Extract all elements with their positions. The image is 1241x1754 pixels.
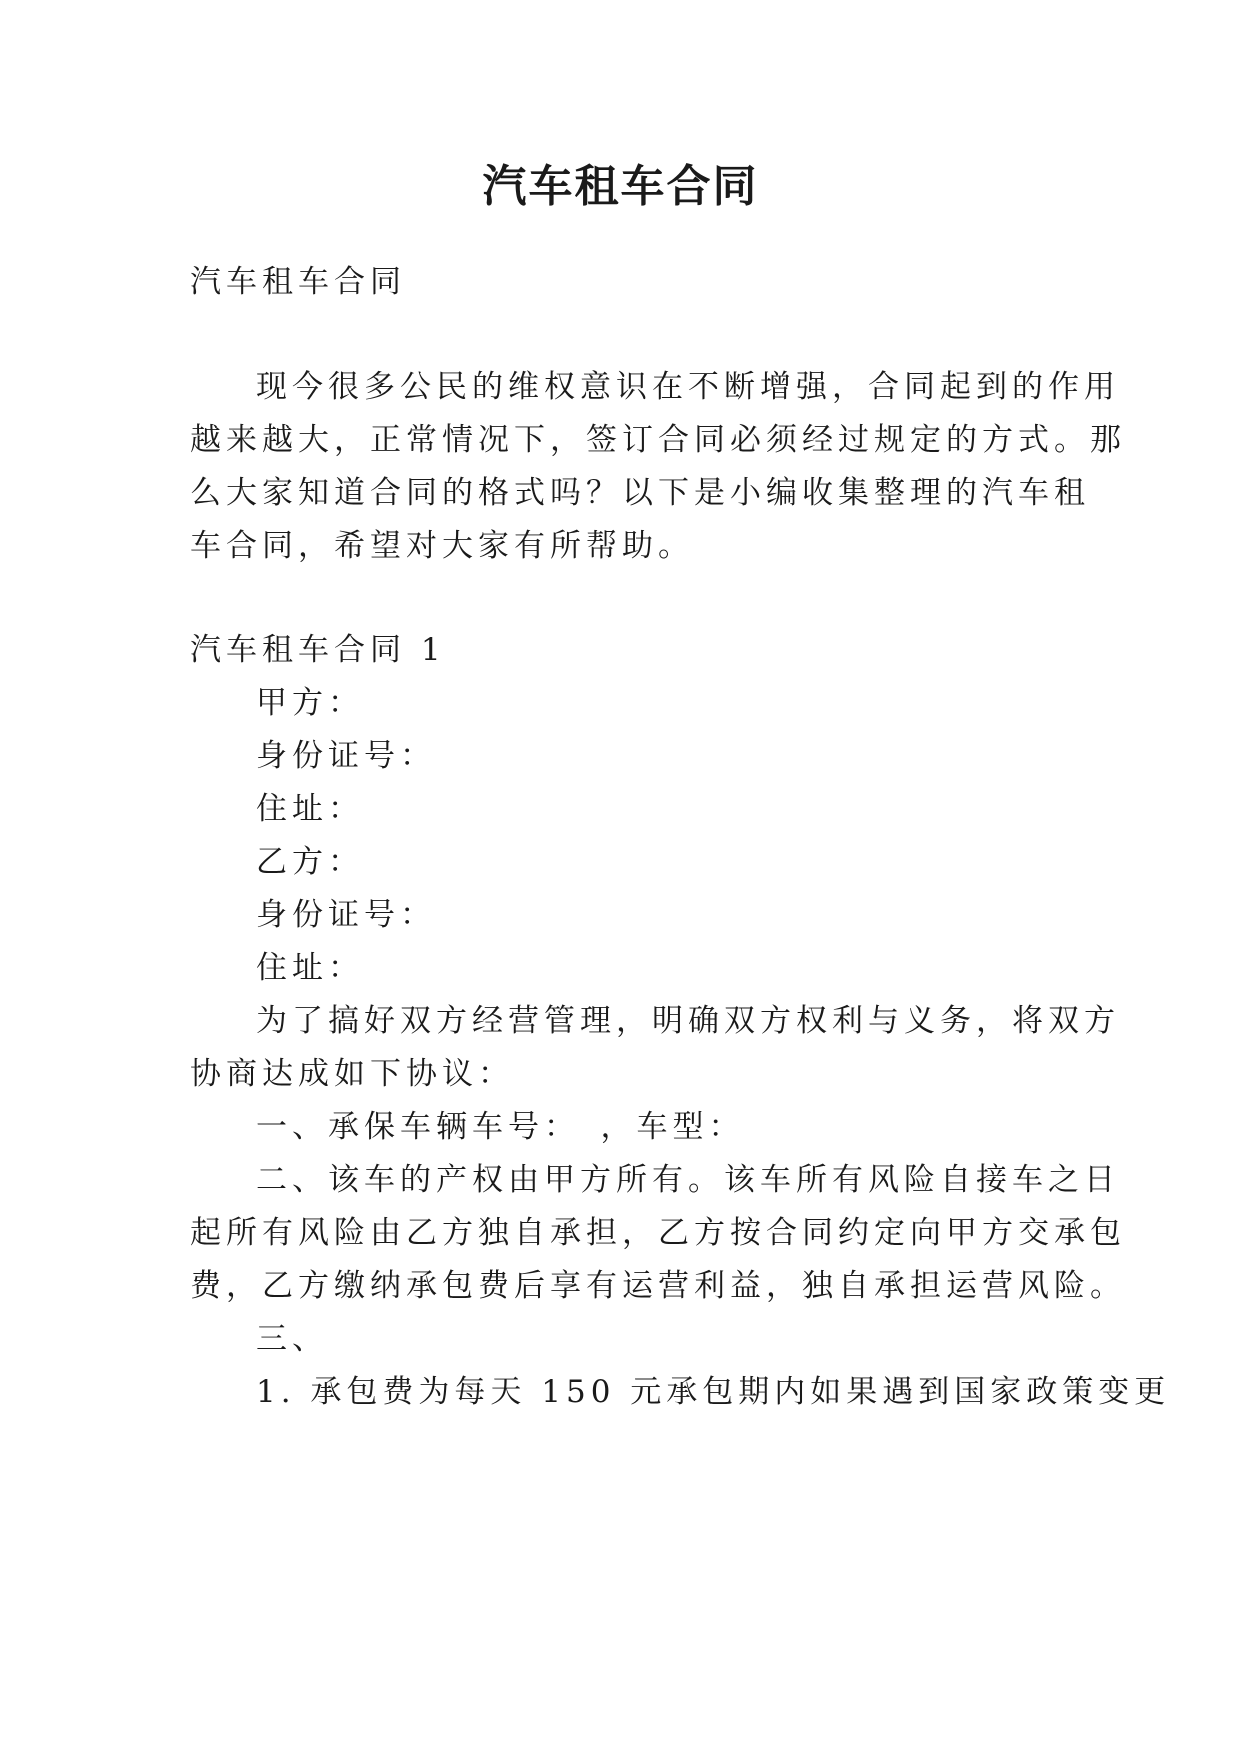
section-heading: 汽车租车合同 1 (190, 632, 446, 668)
party-b-address-label: 住址： (256, 950, 364, 986)
clause-2-line-1: 二、该车的产权由甲方所有。该车所有风险自接车之日 (256, 1162, 1120, 1198)
agreement-line-2: 协商达成如下协议： (190, 1056, 514, 1092)
intro-line-2: 越来越大，正常情况下，签订合同必须经过规定的方式。那 (190, 422, 1126, 458)
clause-3: 三、 (256, 1321, 328, 1357)
party-a-id-label: 身份证号： (256, 738, 436, 774)
clause-3-item-1: 1. 承包费为每天 150 元承包期内如果遇到国家政策变更 (256, 1374, 1171, 1410)
agreement-line-1: 为了搞好双方经营管理，明确双方权利与义务，将双方 (256, 1003, 1120, 1039)
intro-line-1: 现今很多公民的维权意识在不断增强，合同起到的作用 (256, 369, 1120, 405)
document-title: 汽车租车合同 (482, 161, 759, 212)
intro-line-3: 么大家知道合同的格式吗？以下是小编收集整理的汽车租 (190, 475, 1090, 511)
document-subtitle: 汽车租车合同 (190, 264, 406, 300)
clause-1: 一、承保车辆车号： ，车型： (256, 1109, 745, 1145)
clause-2-line-3: 费，乙方缴纳承包费后享有运营利益，独自承担运营风险。 (190, 1268, 1126, 1304)
party-a-address-label: 住址： (256, 791, 364, 827)
party-b-id-label: 身份证号： (256, 897, 436, 933)
party-b-label: 乙方： (256, 844, 364, 880)
clause-2-line-2: 起所有风险由乙方独自承担，乙方按合同约定向甲方交承包 (190, 1215, 1126, 1251)
party-a-label: 甲方： (256, 685, 364, 721)
intro-line-4: 车合同，希望对大家有所帮助。 (190, 528, 694, 564)
